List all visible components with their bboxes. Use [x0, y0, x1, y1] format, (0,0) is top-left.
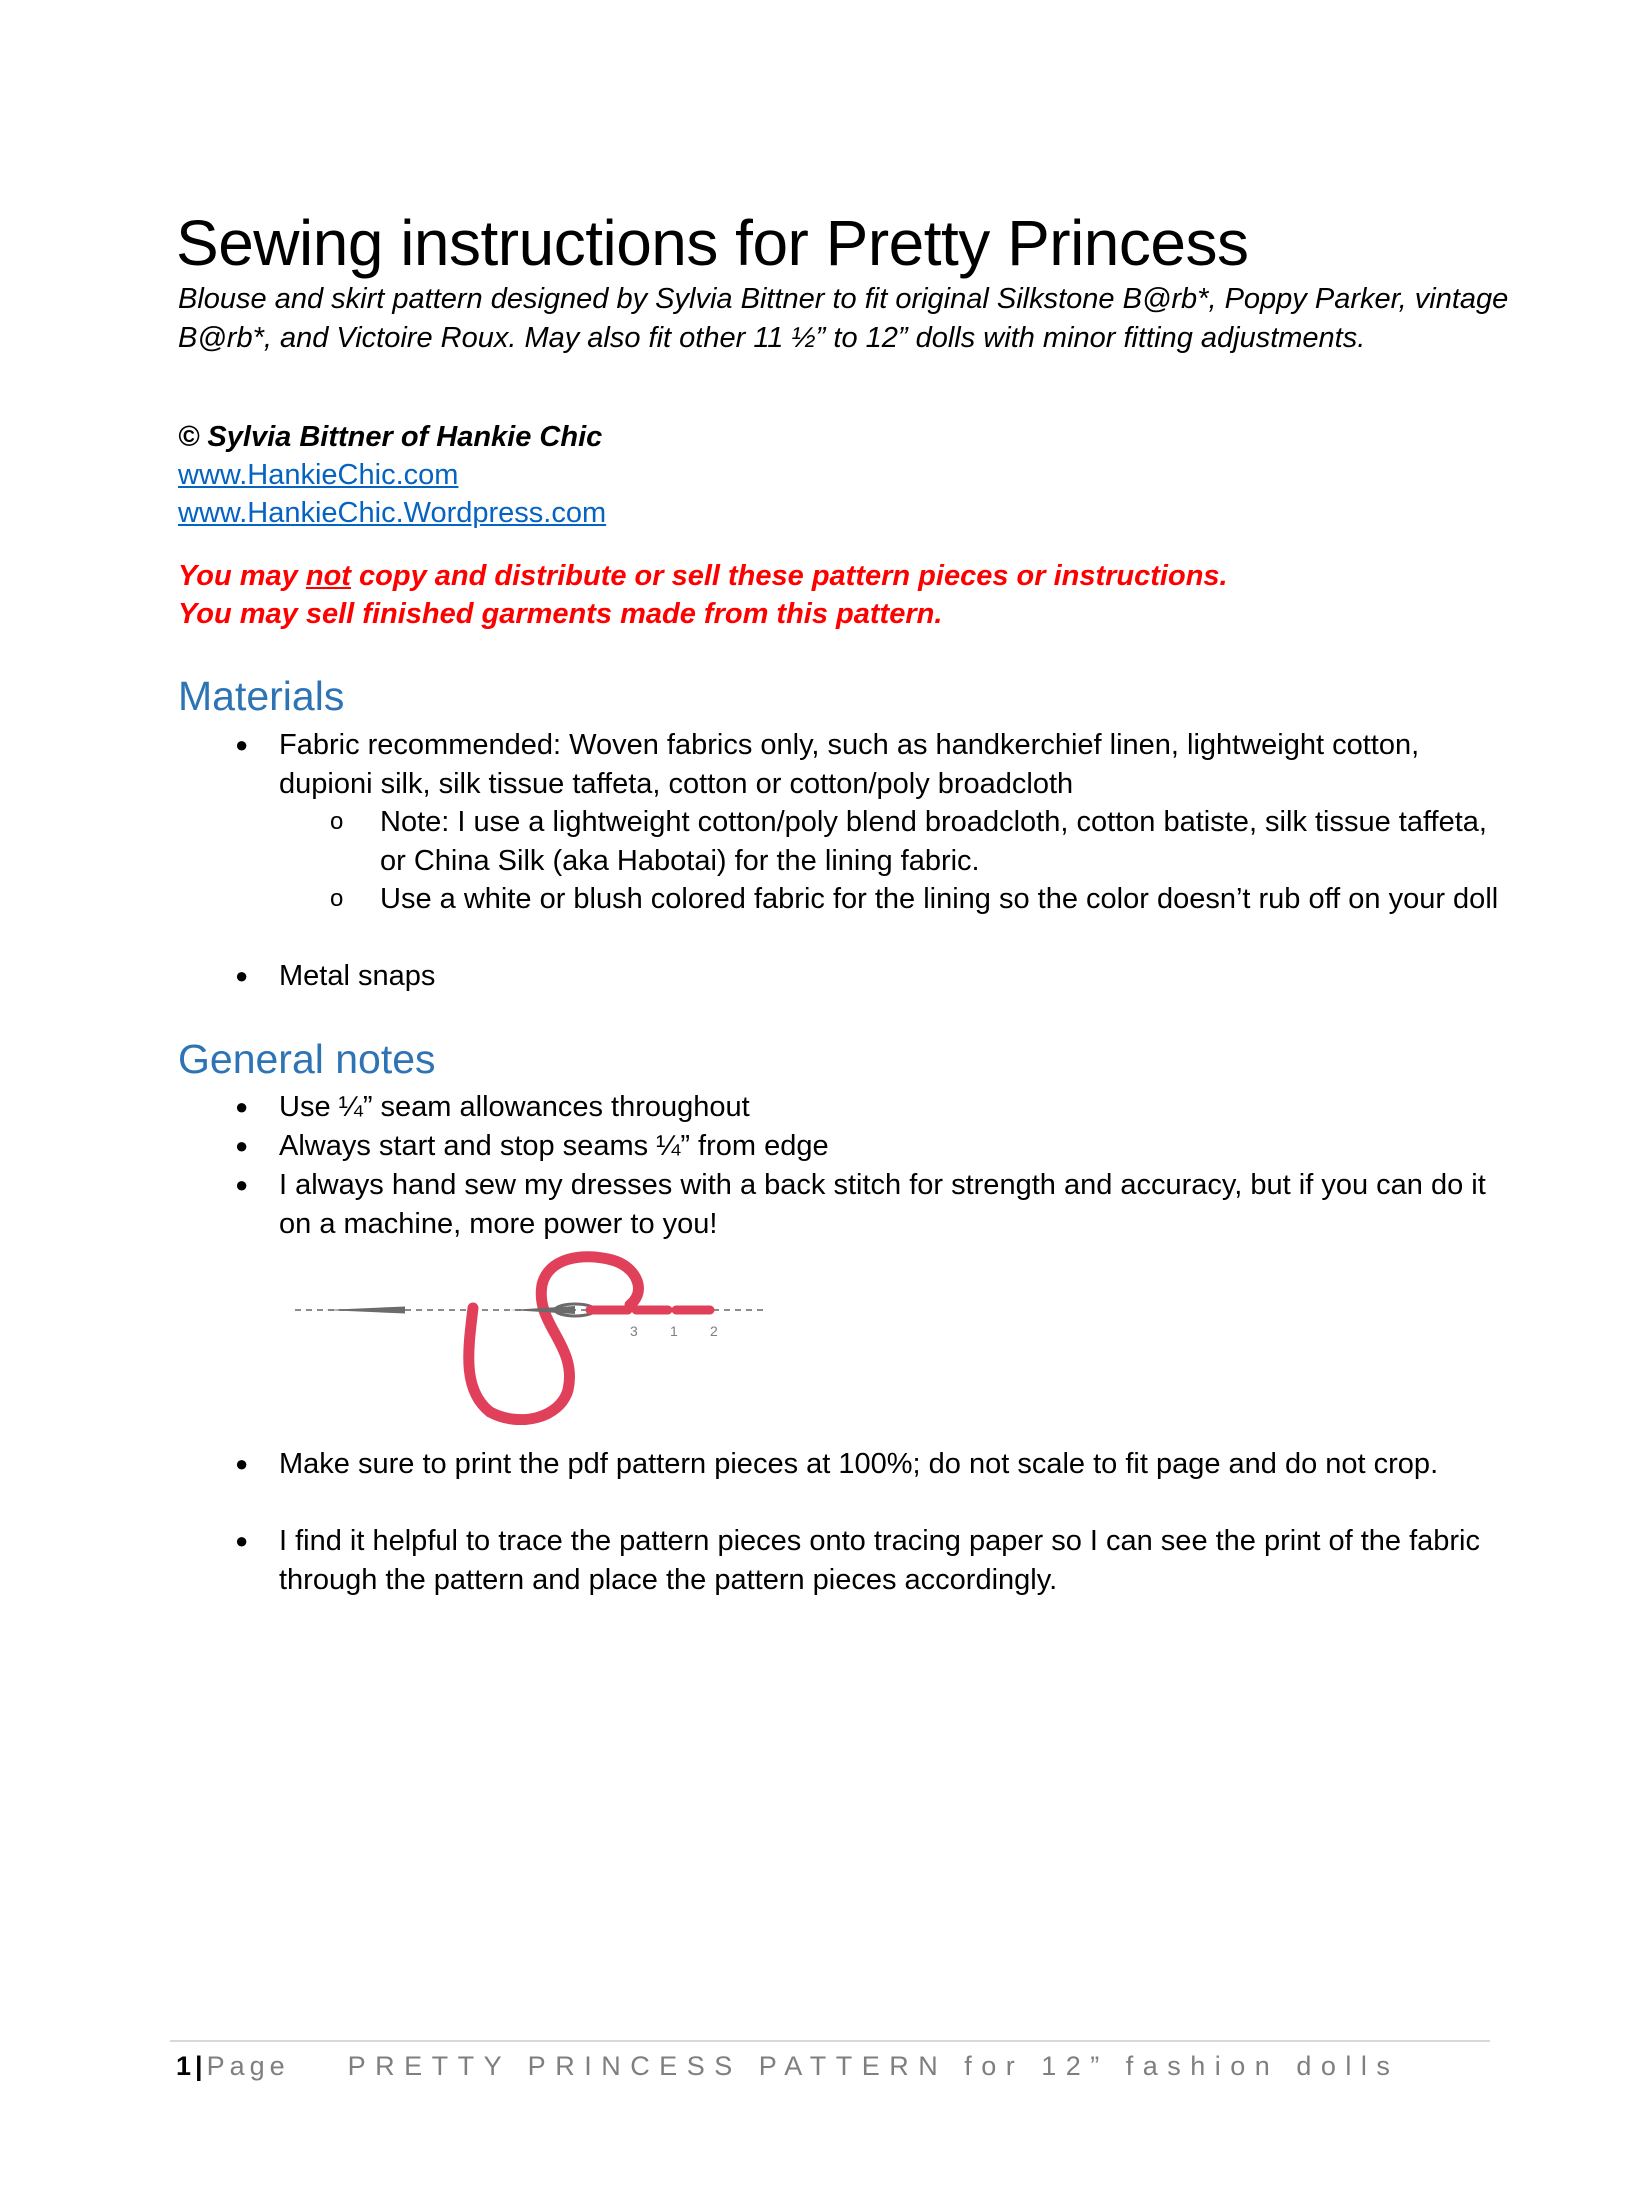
footer-divider [170, 2040, 1490, 2042]
bullet-icon: ● [235, 1451, 249, 1476]
copyright-line: © Sylvia Bittner of Hankie Chic [178, 421, 603, 453]
warning-text: copy and distribute or sell these pattern pieces or instructions. [350, 560, 1228, 592]
stitch-label: 3 [630, 1323, 638, 1339]
bullet-icon: ● [235, 1172, 249, 1197]
list-item [235, 1127, 1509, 1166]
bullet-icon: ● [235, 732, 249, 757]
bullet-icon: ● [235, 963, 249, 988]
page-label: Page [206, 2051, 290, 2081]
list-item [235, 726, 1509, 803]
hankiechic-wordpress-link[interactable]: www.HankieChic.Wordpress.com [178, 497, 607, 529]
circle-bullet-icon: o [330, 808, 344, 835]
bullet-icon: ● [235, 1094, 249, 1119]
bullet-icon: ● [235, 1528, 249, 1553]
list-item-text: Always start and stop seams ¼” from edge [279, 1130, 829, 1162]
back-stitch-needle-icon [290, 1250, 770, 1425]
materials-heading: Materials [178, 673, 345, 719]
hankiechic-link[interactable]: www.HankieChic.com [178, 459, 459, 491]
general-notes-heading: General notes [178, 1036, 436, 1082]
list-item [330, 880, 1510, 919]
list-item [235, 1166, 1509, 1243]
stitch-label: 1 [670, 1323, 678, 1339]
list-item [235, 1445, 1509, 1484]
footer-separator: | [195, 2051, 203, 2081]
page-footer [176, 2048, 1399, 2084]
list-item-text: I find it helpful to trace the pattern pieces onto tracing paper so I can see the print of the fabric through the pattern and place the pattern pieces accordingly. [279, 1525, 1480, 1596]
page-number: 1 [176, 2051, 192, 2081]
list-item-text: Note: I use a lightweight cotton/poly blend broadcloth, cotton batiste, silk tissue taffeta, or China Silk (aka Habotai) for the lining fabric. [380, 806, 1487, 877]
list-item-text: Use ¼” seam allowances throughout [279, 1091, 750, 1123]
list-item [235, 957, 1509, 996]
page-title: Sewing instructions for Pretty Princess [176, 207, 1249, 279]
list-item-text: Use a white or blush colored fabric for the lining so the color doesn’t rub off on your doll [380, 883, 1499, 915]
warning-line-2: You may sell finished garments made from this pattern. [178, 598, 943, 630]
list-item-text: Fabric recommended: Woven fabrics only, such as handkerchief linen, lightweight cotton, dupioni silk, silk tissue taffeta, cotton or cotton/poly broadcloth [279, 729, 1420, 800]
warning-emphasis: not [305, 560, 351, 592]
bullet-icon: ● [235, 1133, 249, 1158]
list-item-text: Make sure to print the pdf pattern pieces at 100%; do not scale to fit page and do not crop. [279, 1448, 1439, 1480]
list-item-text: I always hand sew my dresses with a back stitch for strength and accuracy, but if you can do it on a machine, more power to you! [279, 1169, 1486, 1240]
warning-text: You may [178, 560, 306, 592]
circle-bullet-icon: o [330, 885, 344, 912]
warning-line-1 [178, 557, 1228, 596]
subtitle: Blouse and skirt pattern designed by Sylvia Bittner to fit original Silkstone B@rb*, Poppy Parker, vintage B@rb*, and Victoire Roux. May also fit other 11 ½” to 12” dolls with minor fitting adjustments. [178, 283, 1509, 354]
list-item [330, 803, 1510, 880]
list-item-text: Metal snaps [279, 960, 436, 992]
list-item [235, 1522, 1509, 1599]
footer-document-title: PRETTY PRINCESS PATTERN for 12” fashion dolls [347, 2051, 1400, 2081]
stitch-label: 2 [710, 1323, 718, 1339]
list-item [235, 1088, 1509, 1127]
